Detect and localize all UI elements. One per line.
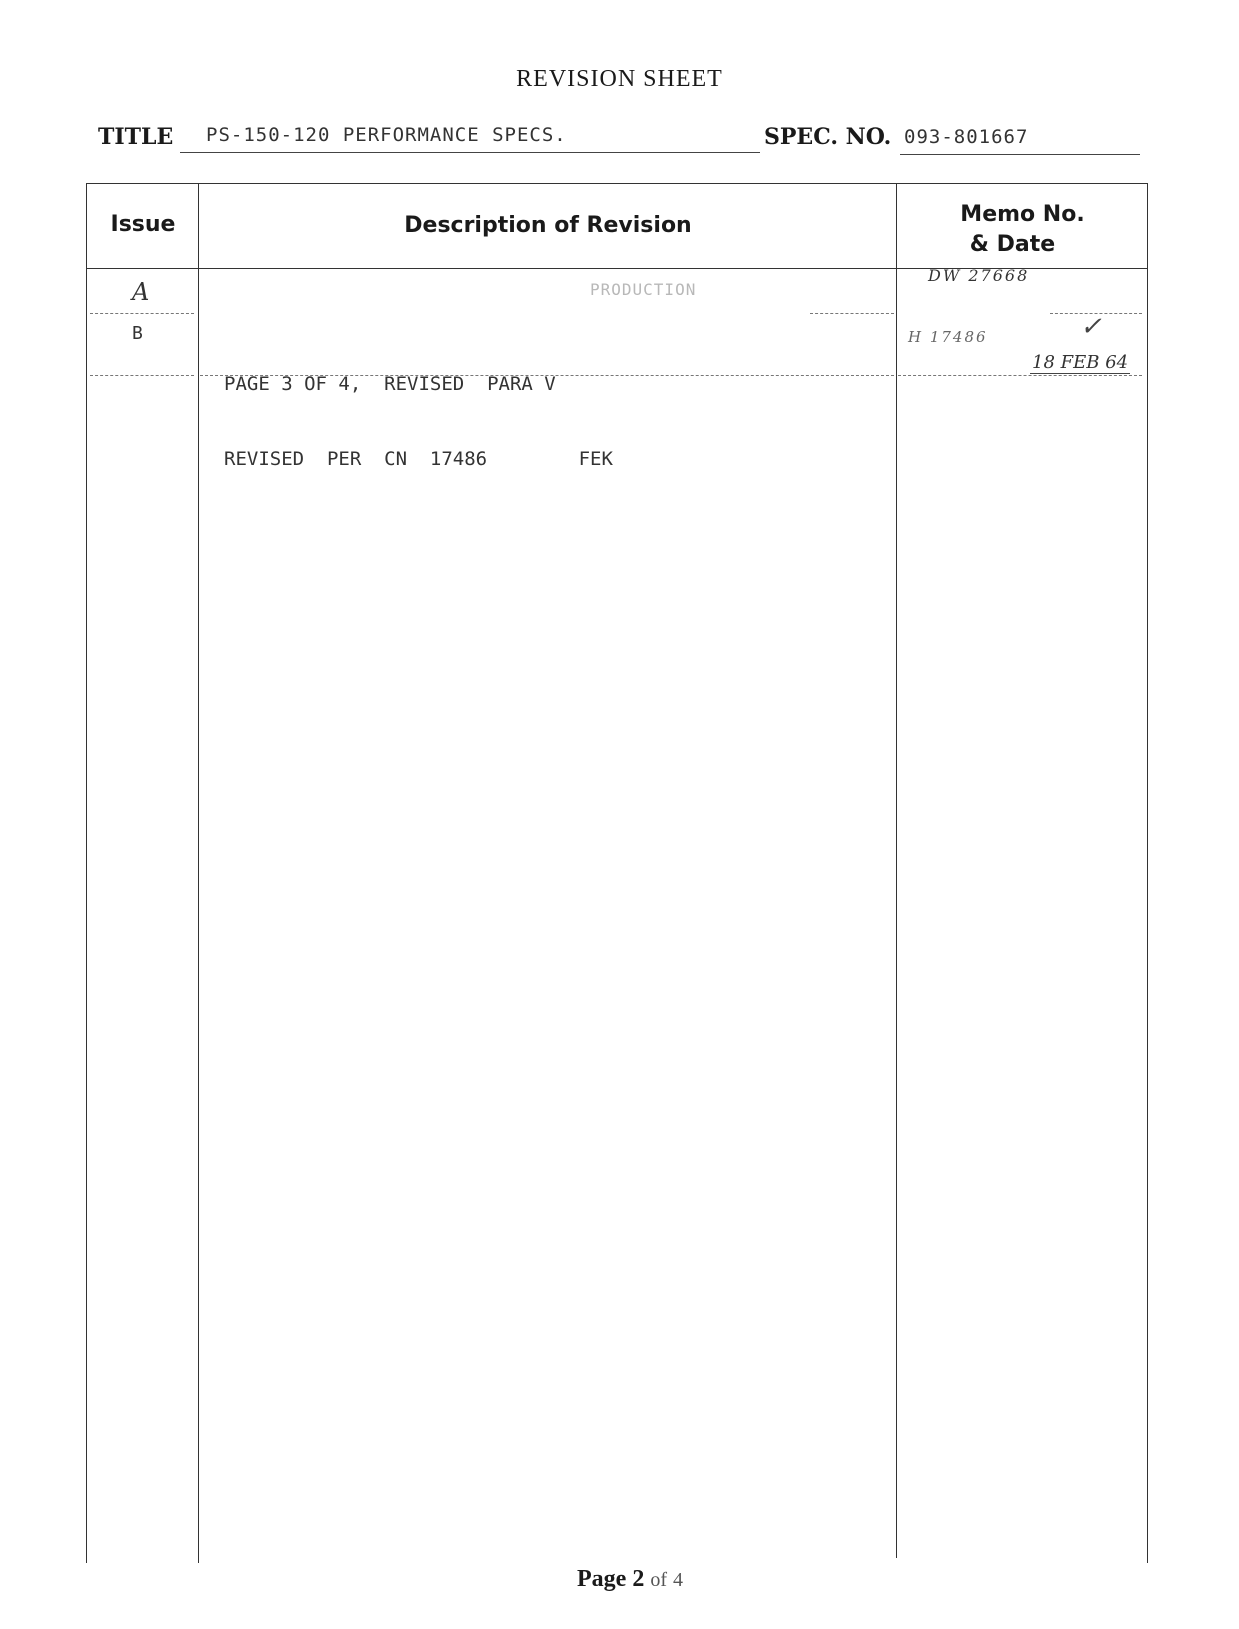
title-value: PS-150-120 PERFORMANCE SPECS. bbox=[206, 124, 567, 146]
column-header-issue: Issue bbox=[110, 212, 176, 237]
column-divider-memo bbox=[896, 183, 897, 1558]
spec-value: 093-801667 bbox=[904, 126, 1029, 148]
row-a-memo: DW 27668 bbox=[928, 266, 1030, 285]
spec-label: SPEC. NO. bbox=[764, 124, 892, 150]
column-header-memo bbox=[898, 200, 1147, 260]
initials-mark: ✓ bbox=[1080, 312, 1102, 342]
row-b-divider-description bbox=[200, 375, 894, 376]
sheet-title: REVISION SHEET bbox=[516, 66, 723, 92]
row-b-issue: B bbox=[132, 323, 143, 344]
table-right-border bbox=[1147, 183, 1148, 1563]
row-b-description-line1: PAGE 3 OF 4, REVISED PARA V bbox=[224, 373, 556, 395]
title-label: TITLE bbox=[98, 124, 174, 150]
memo-header-line2: & Date bbox=[969, 232, 1056, 257]
page-number: 2 bbox=[632, 1566, 645, 1592]
title-field bbox=[180, 120, 760, 153]
table-top-border bbox=[86, 183, 1148, 184]
spec-field bbox=[900, 120, 1140, 155]
table-left-border bbox=[86, 183, 87, 1563]
row-b-divider-memo bbox=[898, 375, 1142, 376]
row-b-description-line2: REVISED PER CN 17486 FEK bbox=[224, 448, 613, 470]
page-prefix: Page bbox=[577, 1566, 627, 1592]
column-divider-issue bbox=[198, 183, 199, 1563]
row-b-date: 18 FEB 64 bbox=[1032, 352, 1129, 373]
row-a-divider-issue bbox=[90, 313, 194, 314]
row-a-issue: A bbox=[132, 278, 150, 306]
row-a-divider-description bbox=[810, 313, 894, 314]
page-footer bbox=[577, 1566, 683, 1593]
row-b-divider-issue bbox=[90, 375, 194, 376]
row-b-memo: H 17486 bbox=[908, 328, 988, 346]
column-header-description: Description of Revision bbox=[404, 213, 692, 238]
row-a-description: PRODUCTION bbox=[590, 280, 697, 299]
page-of: of bbox=[650, 1569, 667, 1591]
memo-header-line1: Memo No. bbox=[960, 202, 1085, 227]
page-total: 4 bbox=[672, 1569, 683, 1591]
row-b-description bbox=[224, 322, 613, 522]
